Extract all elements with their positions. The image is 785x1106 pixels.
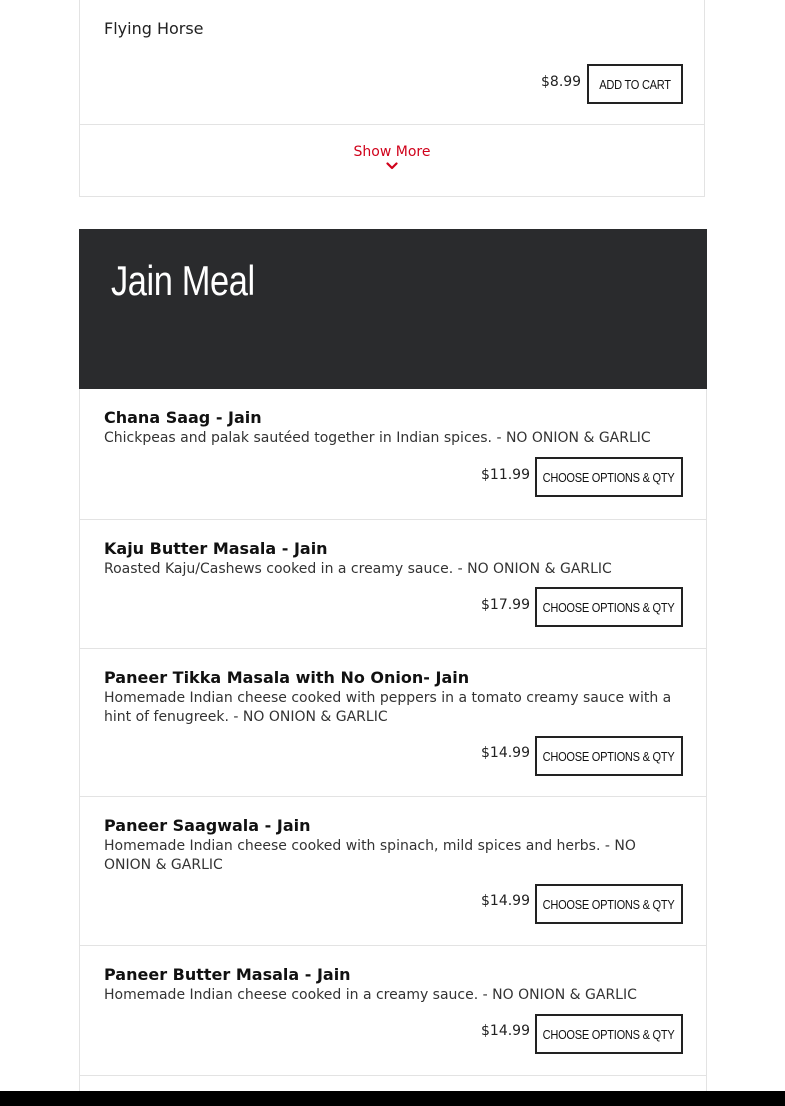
item-description: Homemade Indian cheese cooked with spinach, mild spices and herbs. - NO ONION & GARLIC (104, 838, 636, 873)
menu-item-list (79, 389, 707, 1096)
previous-section-card (79, 0, 705, 197)
button-label: CHOOSE OPTIONS & QTY (543, 469, 675, 485)
menu-item (80, 649, 706, 797)
chevron-down-icon (386, 162, 398, 170)
choose-options-button[interactable] (535, 736, 683, 776)
item-description: Roasted Kaju/Cashews cooked in a creamy sauce. - NO ONION & GARLIC (104, 561, 612, 577)
item-price: $14.99 (481, 745, 530, 761)
item-name: Kaju Butter Masala - Jain (104, 539, 328, 558)
choose-options-button[interactable] (535, 457, 683, 497)
item-name: Paneer Butter Masala - Jain (104, 965, 351, 984)
button-label: CHOOSE OPTIONS & QTY (543, 1026, 675, 1042)
button-label: CHOOSE OPTIONS & QTY (543, 599, 675, 615)
menu-item (80, 797, 706, 946)
menu-item (80, 520, 706, 649)
button-label: CHOOSE OPTIONS & QTY (543, 748, 675, 764)
choose-options-button[interactable] (535, 884, 683, 924)
item-description: Homemade Indian cheese cooked in a creamy sauce. - NO ONION & GARLIC (104, 987, 637, 1003)
button-label: ADD TO CART (599, 76, 671, 92)
item-name: Flying Horse (104, 19, 204, 38)
choose-options-button[interactable] (535, 587, 683, 627)
show-more-button[interactable] (80, 125, 704, 197)
show-more-label: Show More (353, 144, 431, 160)
section-title: Jain Meal (111, 257, 255, 304)
item-name: Paneer Tikka Masala with No Onion- Jain (104, 668, 470, 687)
item-price: $14.99 (481, 893, 530, 909)
item-price: $8.99 (541, 74, 582, 90)
choose-options-button[interactable] (535, 1014, 683, 1054)
footer-bar (0, 1091, 785, 1106)
menu-item (80, 0, 704, 125)
menu-item (80, 946, 706, 1076)
item-price: $14.99 (481, 1023, 530, 1039)
item-price: $11.99 (481, 467, 530, 483)
section-header (79, 229, 707, 389)
item-description: Chickpeas and palak sautéed together in Indian spices. - NO ONION & GARLIC (104, 430, 651, 446)
item-price: $17.99 (481, 597, 530, 613)
add-to-cart-button[interactable] (587, 64, 683, 104)
item-name: Paneer Saagwala - Jain (104, 816, 311, 835)
item-name: Chana Saag - Jain (104, 408, 262, 427)
menu-item (80, 389, 706, 520)
button-label: CHOOSE OPTIONS & QTY (543, 896, 675, 912)
item-description: Homemade Indian cheese cooked with peppers in a tomato creamy sauce with a hint of fenugreek. - NO ONION & GARLIC (104, 690, 672, 725)
